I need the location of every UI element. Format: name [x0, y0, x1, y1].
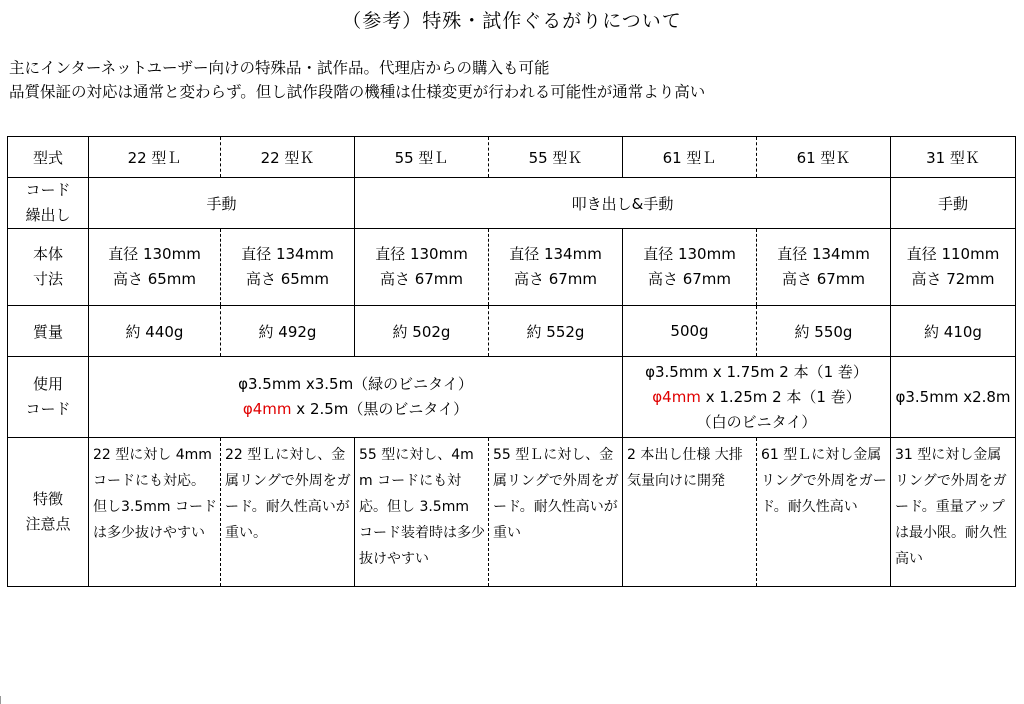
diameter: 直径 130mm: [375, 245, 468, 263]
cord-reel-row: [8, 178, 1016, 229]
note-22l: 22 型に対し 4mm コードにも対応。但し3.5mm コードは多少抜けやすい: [89, 438, 221, 587]
weight-55l: 約 502g: [355, 306, 489, 357]
document-title: （参考）特殊・試作ぐるがりについて: [342, 10, 682, 32]
page-corner-mark: [0, 696, 5, 704]
diameter: 直径 110mm: [906, 245, 1000, 263]
cord-reel-31: 手動: [891, 178, 1016, 229]
row-label-cord-line2: コード: [25, 400, 71, 418]
diameter: 直径 134mm: [509, 245, 602, 263]
cord-line-black-rest: x 2.5m（黒のビニタイ）: [291, 400, 469, 418]
cord-line-green: φ3.5mm x3.5m（緑のビニタイ）: [238, 375, 473, 393]
height: 高さ 67mm: [513, 270, 598, 288]
row-label-size-line2: 寸法: [32, 270, 63, 288]
note-55k: 55 型Ｌに対し、金属リングで外周をガード。耐久性高いが重い: [489, 438, 623, 587]
size-cell-31k: [891, 229, 1016, 306]
weight-22k: 約 492g: [221, 306, 355, 357]
row-label-cord-reel-line1: コード: [25, 181, 71, 199]
height: 高さ 67mm: [379, 270, 464, 288]
weight-31k: 約 410g: [891, 306, 1016, 357]
note-61k: 61 型Ｌに対し金属リングで外周をガード。耐久性高い: [757, 438, 891, 587]
cord-row: [8, 357, 1016, 438]
model-header-31k: 31 型Ｋ: [891, 137, 1016, 178]
row-label-cord: [8, 357, 89, 438]
intro-line-1: 主にインターネットユーザー向けの特殊品・試作品。代理店からの購入も可能: [9, 59, 550, 77]
model-header-22l: 22 型Ｌ: [89, 137, 221, 178]
height: 高さ 67mm: [781, 270, 866, 288]
note-55l: 55 型に対し、4mm コードにも対応。但し 3.5mm コード装着時は多少抜けやすい: [355, 438, 489, 587]
row-label-cord-reel-line2: 繰出し: [25, 206, 71, 224]
height: 高さ 72mm: [911, 270, 995, 288]
weight-55k: 約 552g: [489, 306, 623, 357]
cord-line-61-b: [623, 385, 890, 410]
cord-line-61-c: （白のビニタイ）: [696, 412, 817, 431]
model-header-22k: 22 型Ｋ: [221, 137, 355, 178]
size-cell-61l: [623, 229, 757, 306]
cord-group-22-55: [89, 357, 623, 438]
row-label-size-line1: 本体: [32, 245, 63, 263]
diameter: 直径 130mm: [643, 245, 736, 263]
size-cell-55l: [355, 229, 489, 306]
cord-line-61-b-rest: x 1.25m 2 本（1 巻）: [700, 387, 861, 406]
diameter: 直径 134mm: [241, 245, 334, 263]
row-label-notes-line2: 注意点: [25, 515, 71, 533]
diameter: 直径 130mm: [108, 245, 201, 263]
weight-61l: 500g: [623, 306, 757, 357]
size-cell-55k: [489, 229, 623, 306]
model-header-55l: 55 型Ｌ: [355, 137, 489, 178]
cord-line-black: [89, 397, 622, 422]
spec-table: [7, 136, 1016, 587]
row-label-model: 型式: [8, 137, 89, 178]
cord-4mm-highlight: φ4mm: [242, 400, 292, 418]
row-label-cord-line1: 使用: [32, 375, 63, 393]
size-cell-22l: [89, 229, 221, 306]
row-label-notes: [8, 438, 89, 587]
weight-22l: 約 440g: [89, 306, 221, 357]
note-31k: 31 型に対し金属リングで外周をガード。重量アップは最小限。耐久性高い: [891, 438, 1016, 587]
intro-line-2: 品質保証の対応は通常と変わらず。但し試作段階の機種は仕様変更が行われる可能性が通常より高い: [9, 83, 706, 101]
size-row: [8, 229, 1016, 306]
size-cell-22k: [221, 229, 355, 306]
note-22k: 22 型Ｌに対し、金属リングで外周をガード。耐久性高いが重い。: [221, 438, 355, 587]
model-header-61k: 61 型Ｋ: [757, 137, 891, 178]
height: 高さ 65mm: [245, 270, 330, 288]
cord-line-61-a: φ3.5mm x 1.75m 2 本（1 巻）: [645, 362, 868, 381]
model-header-55k: 55 型Ｋ: [489, 137, 623, 178]
header-row: [8, 137, 1016, 178]
cord-4mm-highlight: φ4mm: [652, 387, 701, 406]
cord-31k: φ3.5mm x2.8m: [891, 357, 1016, 438]
cord-group-61: [623, 357, 891, 438]
size-cell-61k: [757, 229, 891, 306]
row-label-size: [8, 229, 89, 306]
row-label-notes-line1: 特徴: [32, 490, 63, 508]
intro-text: [9, 56, 705, 104]
cord-reel-55-61: 叩き出し&手動: [355, 178, 891, 229]
notes-row: [8, 438, 1016, 587]
model-header-61l: 61 型Ｌ: [623, 137, 757, 178]
row-label-cord-reel: [8, 178, 89, 229]
weight-61k: 約 550g: [757, 306, 891, 357]
diameter: 直径 134mm: [777, 245, 870, 263]
weight-row: [8, 306, 1016, 357]
note-61l: 2 本出し仕様 大排気量向けに開発: [623, 438, 757, 587]
row-label-weight: 質量: [8, 306, 89, 357]
height: 高さ 65mm: [112, 270, 197, 288]
cord-reel-22: 手動: [89, 178, 355, 229]
height: 高さ 67mm: [647, 270, 732, 288]
